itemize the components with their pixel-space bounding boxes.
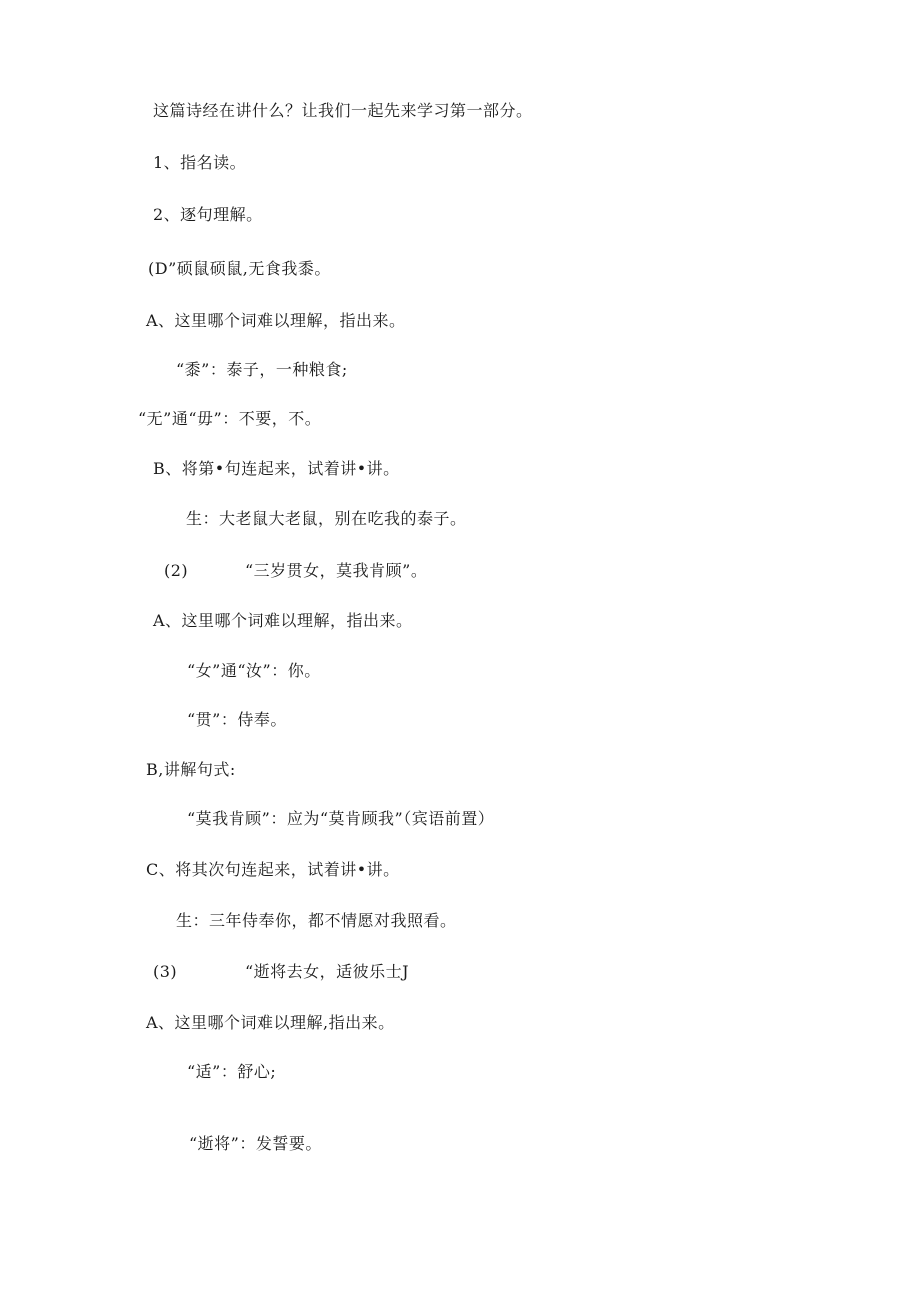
step-2-understand: 2、逐句理解。 [153,205,263,224]
verse-1-note-wu: “无”通“毋”：不要，不。 [138,409,322,428]
intro-question: 这篇诗经在讲什么？让我们一起先来学习第一部分。 [153,101,533,120]
verse-2-student-answer: 生：三年侍奉你，都不情愿对我照看。 [176,911,457,930]
verse-3-question-a: A、这里哪个词难以理解,指出来。 [146,1013,395,1032]
verse-1: (D”硕鼠硕鼠,无食我黍。 [148,259,331,278]
verse-2-note-guan: “贯”：侍奉。 [187,710,287,729]
verse-2-task-b: B,讲解句式: [146,760,236,779]
verse-3-note-shi: “适”：舒心; [187,1062,277,1081]
step-1-read: 1、指名读。 [153,153,247,172]
verse-1-note-shu: “黍”：泰子，一种粮食; [176,360,348,379]
verse-3-note-shijiang: “逝将”：发誓要。 [189,1134,322,1153]
verse-2: “三岁贯女，莫我肯顾”。 [245,561,428,580]
verse-2-task-c: C、将其次句连起来，试着讲•讲。 [146,860,400,879]
verse-2-note-nv: “女”通“汝”：你。 [187,661,321,680]
verse-3: “逝将去女，适彼乐士J [245,962,410,981]
verse-1-task-b: B、将第•句连起来，试着讲•讲。 [153,459,400,478]
verse-2-number: (2) [164,561,189,580]
verse-1-question-a: A、这里哪个词难以理解，指出来。 [146,311,406,330]
verse-1-student-answer: 生：大老鼠大老鼠，别在吃我的泰子。 [186,509,467,528]
verse-2-question-a: A、这里哪个词难以理解，指出来。 [153,611,413,630]
verse-2-syntax-note: “莫我肯顾”：应为“莫肯顾我”（宾语前置） [187,809,495,828]
verse-3-number: (3) [153,962,178,981]
